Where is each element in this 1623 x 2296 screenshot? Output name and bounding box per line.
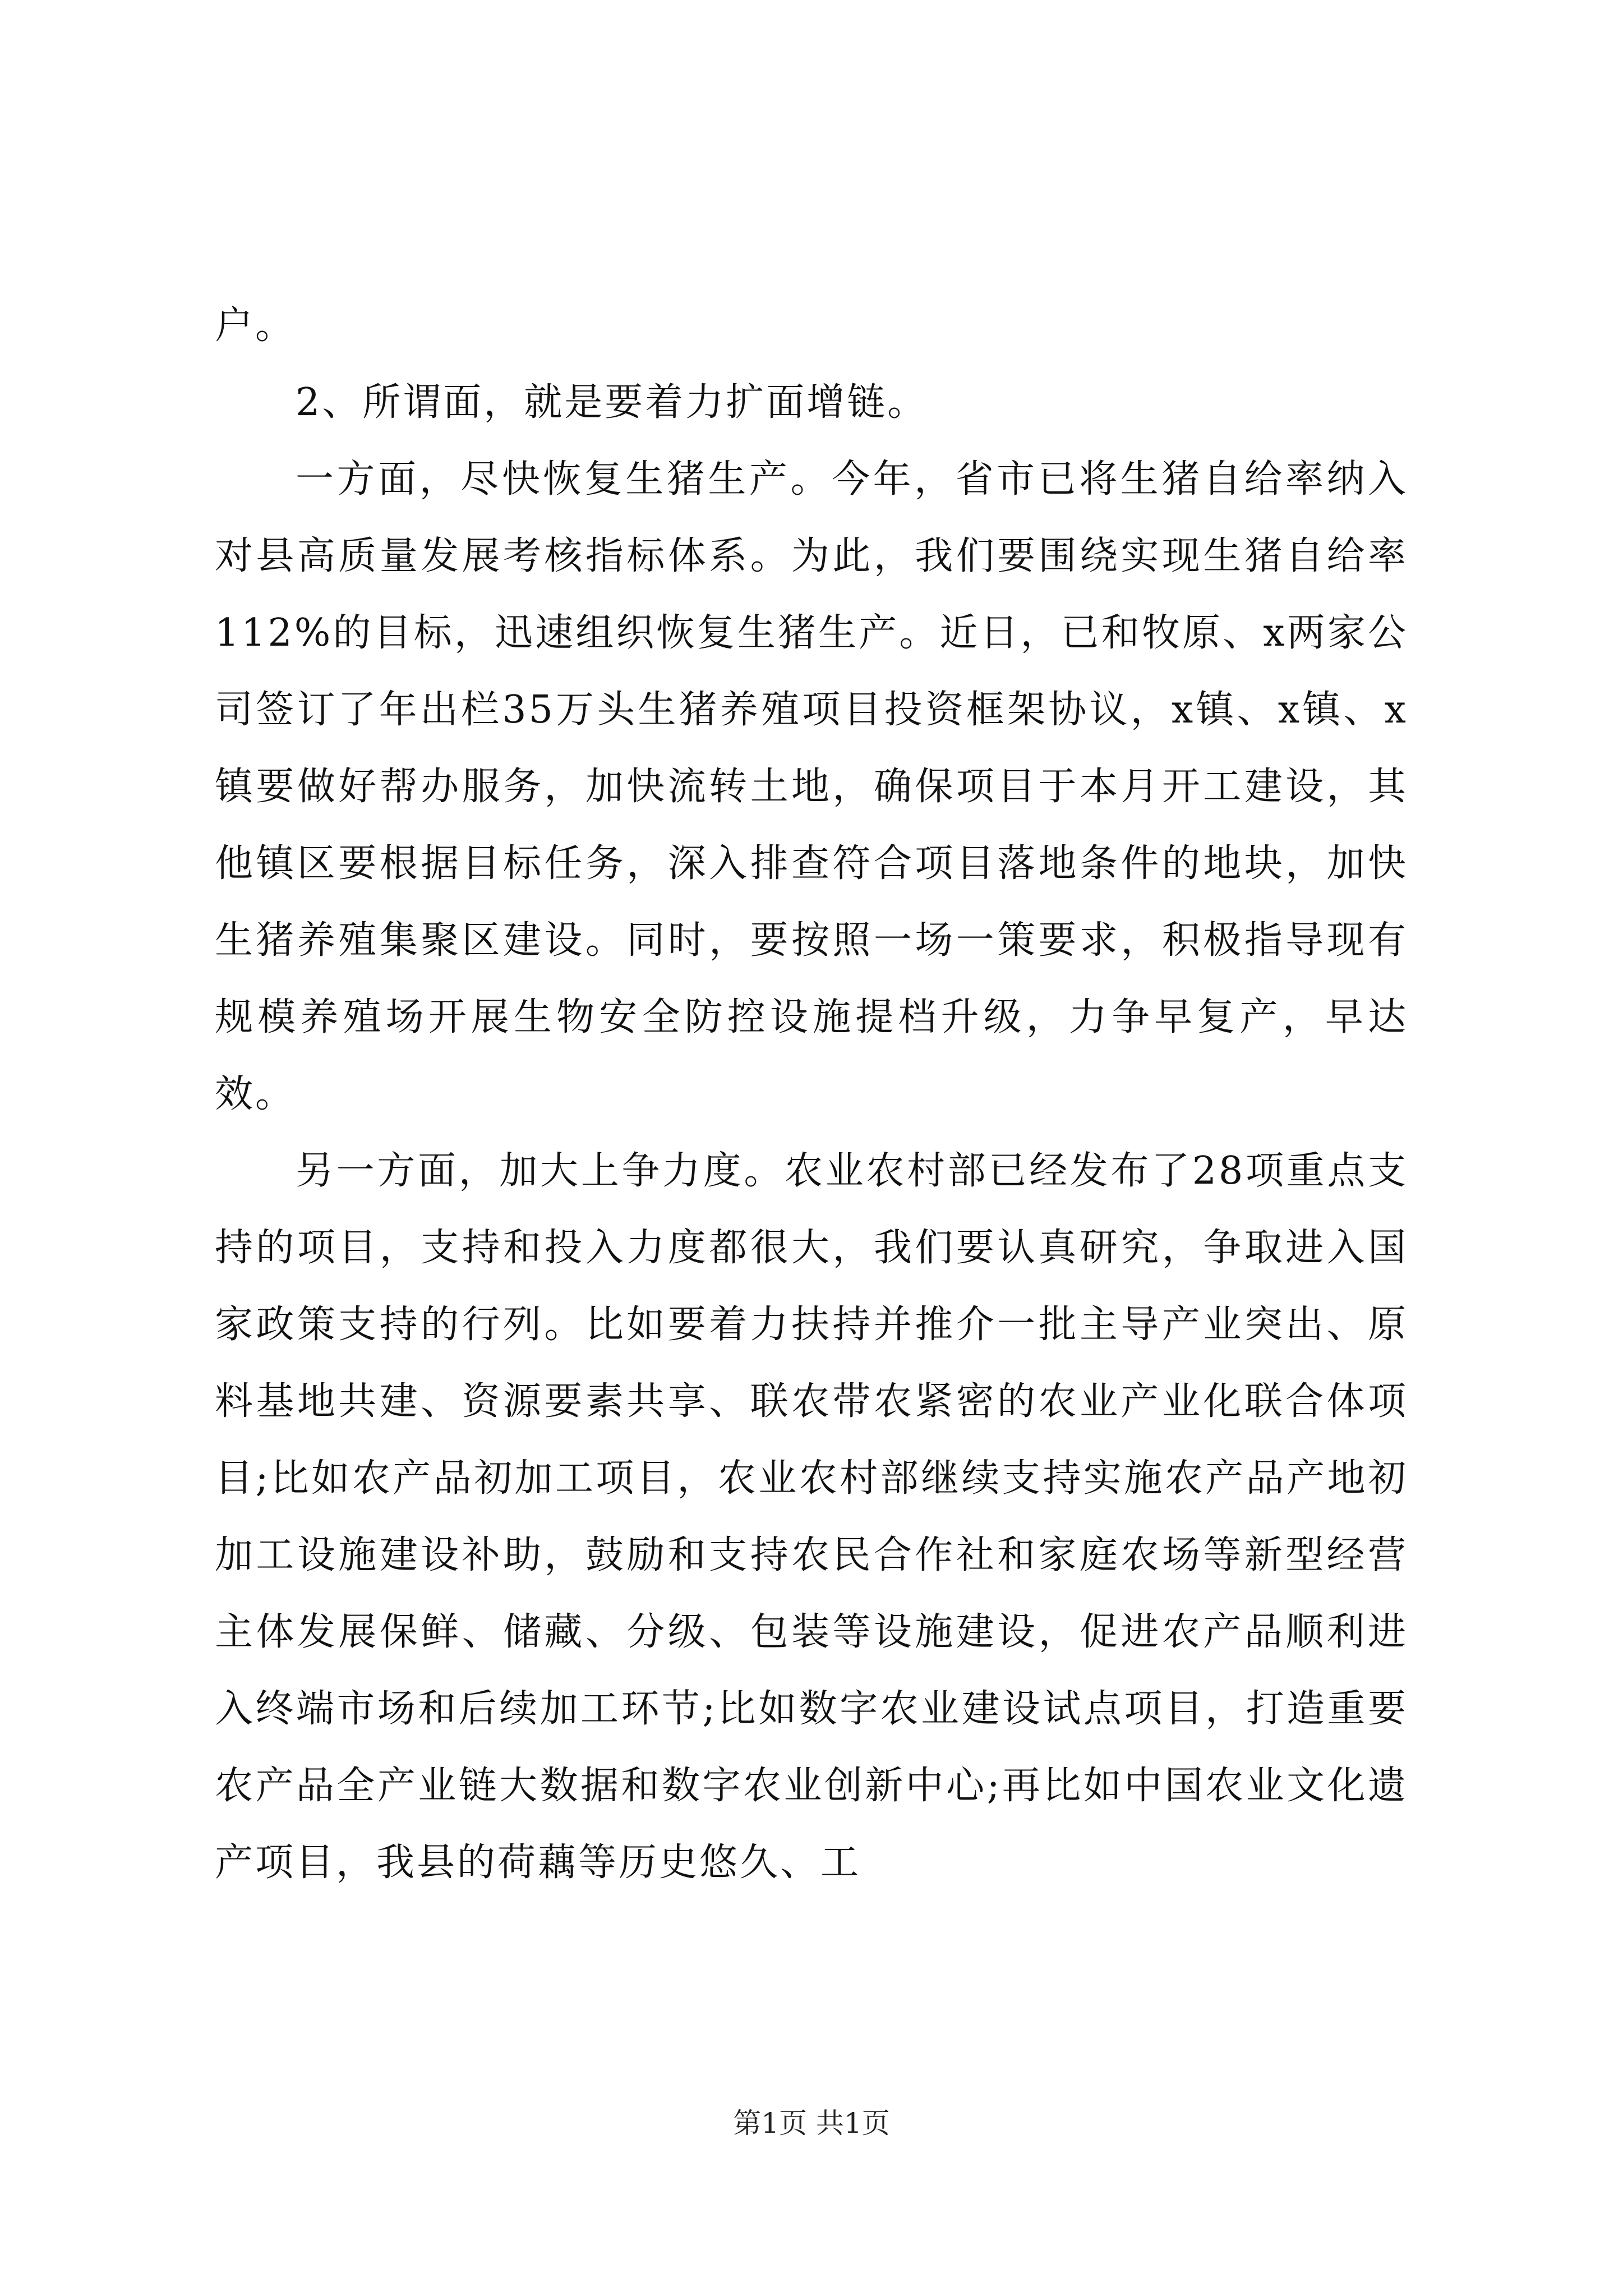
page-footer: 第1页 共1页	[733, 2107, 890, 2139]
paragraph: 一方面，尽快恢复生猪生产。今年，省市已将生猪自给率纳入对县高质量发展考核指标体系。为此，我们要围绕实现生猪自给率112%的目标，迅速组织恢复生猪生产。近日，已和牧原、x两家公司签订了年出栏35万头生猪养殖项目投资框架协议，x镇、x镇、x镇要做好帮办服务，加快流转土地，确保项目于本月开工建设，其他镇区要根据目标任务，深入排查符合项目落地条件的地块，加快生猪养殖集聚区建设。同时，要按照一场一策要求，积极指导现有规模养殖场开展生物安全防控设施提档升级，力争早复产，早达效。	[215, 457, 1408, 1116]
paragraph-heading: 2、所谓面，就是要着力扩面增链。	[296, 380, 928, 425]
paragraph: 另一方面，加大上争力度。农业农村部已经发布了28项重点支持的项目，支持和投入力度都很大，我们要认真研究，争取进入国家政策支持的行列。比如要着力扶持并推介一批主导产业突出、原料基地共建、资源要素共享、联农带农紧密的农业产业化联合体项目;比如农产品初加工项目，农业农村部继续支持实施农产品产地初加工设施建设补助，鼓励和支持农民合作社和家庭农场等新型经营主体发展保鲜、储藏、分级、包装等设施建设，促进农产品顺利进入终端市场和后续加工环节;比如数字农业建设试点项目，打造重要农产品全产业链大数据和数字农业创新中心;再比如中国农业文化遗产项目，我县的荷藕等历史悠久、工	[215, 1149, 1408, 1885]
paragraph-continuation: 户。	[215, 303, 296, 348]
document-body	[215, 287, 1408, 1901]
